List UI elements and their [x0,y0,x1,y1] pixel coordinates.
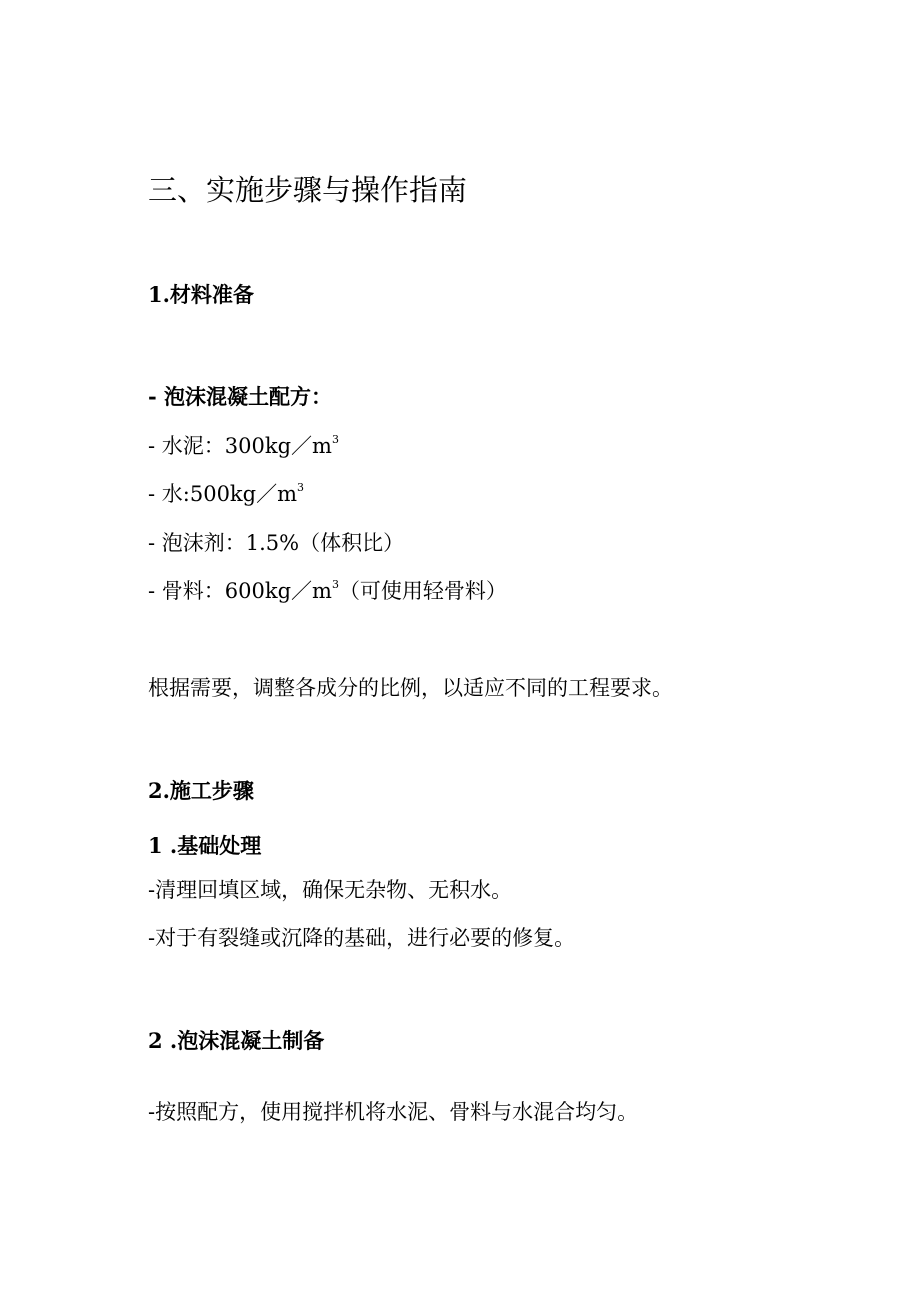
formula-item-aggregate: - 骨料：$600kg/m^3$（可使用轻骨料） [148,578,507,603]
foundation-step-2: -对于有裂缝或沉降的基础，进行必要的修复。 [148,926,576,950]
formula-item-water: - 水$:500kg/m^3$ [148,481,305,506]
prep-step-1: -按照配方，使用搅拌机将水泥、骨料与水混合均匀。 [148,1100,639,1124]
foundation-step-1: -清理回填区域，确保无杂物、无积水。 [148,878,513,902]
subheading-foundation: 1 .基础处理 [148,833,262,858]
formula-label: - 泡沫混凝土配方： [148,384,333,409]
formula-note: 根据需要，调整各成分的比例，以适应不同的工程要求。 [148,676,673,700]
formula-item-foaming-agent: - 泡沫剂：1.5%（体积比） [148,531,405,555]
subheading-foam-concrete-prep: 2 .泡沫混凝土制备 [148,1028,325,1053]
formula-item-cement: - 水泥：$300kg/m^3$ [148,433,339,458]
section-title: 三、实施步骤与操作指南 [148,173,468,207]
heading-construction-steps: 2.施工步骤 [148,778,254,803]
heading-material-prep: 1.材料准备 [148,282,254,307]
